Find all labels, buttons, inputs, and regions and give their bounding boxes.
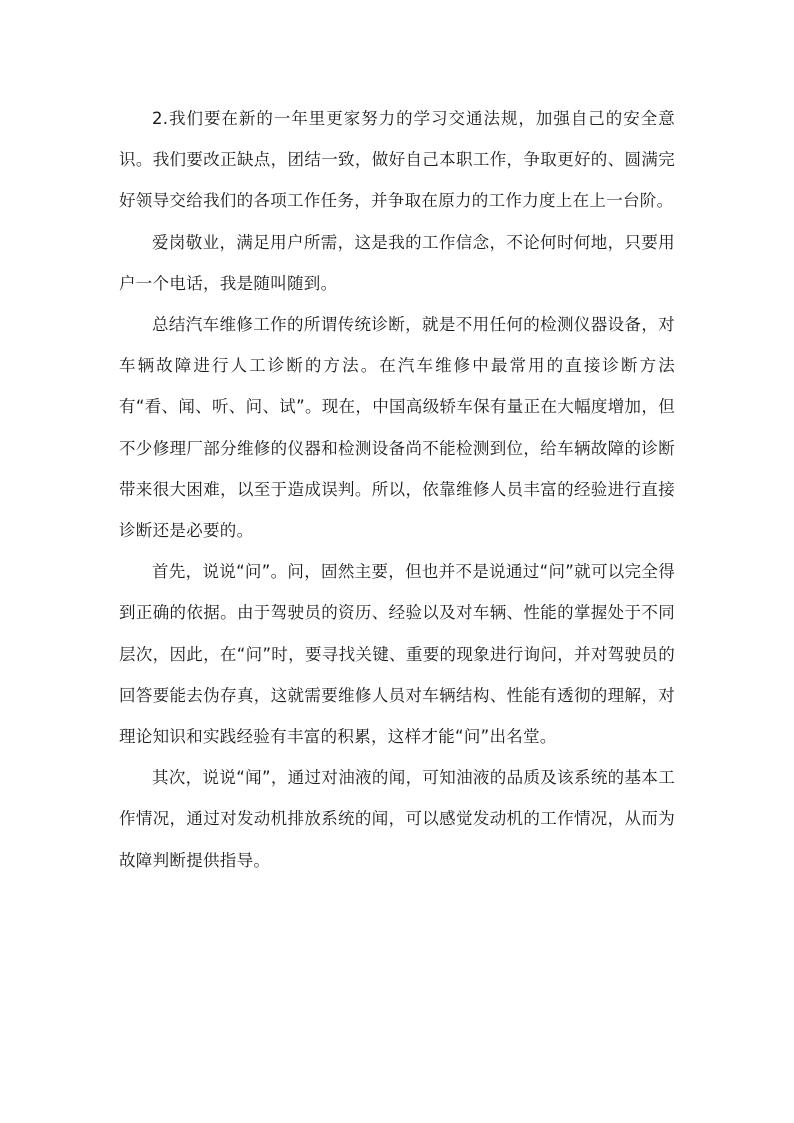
paragraph-5: 其次，说说“闻”，通过对油液的闻，可知油液的品质及该系统的基本工作情况，通过对发动机排放系统的闻，可以感觉发动机的工作情况，从而为故障判断提供指导。 [119, 768, 675, 870]
document-body [119, 98, 675, 881]
paragraph-2: 爱岗敬业，满足用户所需，这是我的工作信念，不论何时何地，只要用户一个电话，我是随叫随到。 [119, 232, 675, 293]
paragraph-1: 2.我们要在新的一年里更家努力的学习交通法规，加强自己的安全意识。我们要改正缺点，团结一致，做好自己本职工作，争取更好的、圆满完好领导交给我们的各项工作任务，并争取在原力的工作力度上在上一台阶。 [119, 109, 675, 211]
paragraph-4: 首先，说说“问”。问，固然主要，但也并不是说通过“问”就可以完全得到正确的依据。由于驾驶员的资历、经验以及对车辆、性能的掌握处于不同层次，因此，在“问”时，要寻找关键、重要的现象进行询问，并对驾驶员的回答要能去伪存真，这就需要维修人员对车辆结构、性能有透彻的理解，对理论知识和实践经验有丰富的积累，这样才能“问”出名堂。 [119, 562, 675, 747]
paragraph-3: 总结汽车维修工作的所谓传统诊断，就是不用任何的检测仪器设备，对车辆故障进行人工诊断的方法。在汽车维修中最常用的直接诊断方法有“看、闻、听、问、试”。现在，中国高级轿车保有量正在大幅度增加，但不少修理厂部分维修的仪器和检测设备尚不能检测到位，给车辆故障的诊断带来很大困难，以至于造成误判。所以，依靠维修人员丰富的经验进行直接诊断还是必要的。 [119, 315, 675, 541]
